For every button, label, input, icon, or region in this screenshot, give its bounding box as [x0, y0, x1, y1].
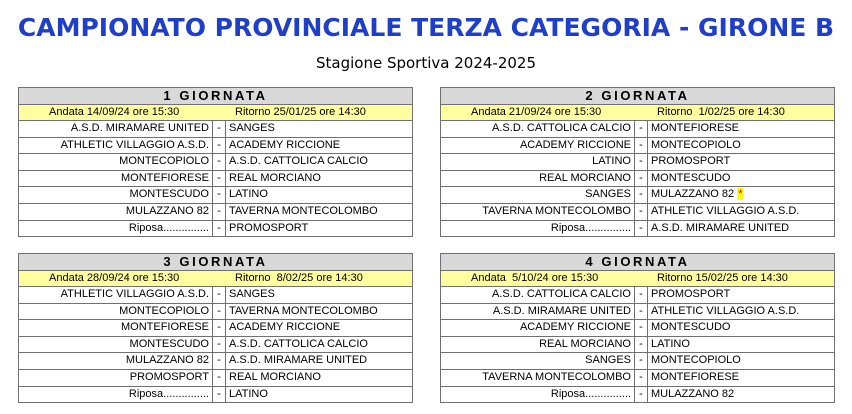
away-team-cell [226, 370, 412, 386]
match-separator: - [213, 138, 226, 154]
match-row [19, 204, 412, 221]
away-team-cell [226, 221, 412, 237]
match-separator: - [635, 171, 648, 187]
home-team: MULAZZANO 82 [19, 204, 213, 220]
away-team-cell [648, 121, 834, 137]
match-row [441, 337, 834, 354]
away-team: REAL MORCIANO [229, 370, 321, 383]
home-team: SANGES [441, 353, 635, 369]
away-team: TAVERNA MONTECOLOMBO [229, 304, 378, 317]
match-row [19, 187, 412, 204]
away-team-cell [648, 221, 834, 237]
home-team: MONTESCUDO [19, 187, 213, 203]
match-separator: - [213, 221, 226, 237]
match-separator: - [213, 337, 226, 353]
home-team: A.S.D. MIRAMARE UNITED [19, 121, 213, 137]
away-team: ATHLETIC VILLAGGIO A.S.D. [651, 304, 800, 317]
match-separator: - [213, 187, 226, 203]
match-row [19, 138, 412, 155]
away-team: TAVERNA MONTECOLOMBO [229, 204, 378, 217]
match-separator: - [213, 287, 226, 303]
away-team-cell [648, 370, 834, 386]
home-team: Riposa............... [19, 387, 213, 403]
away-team-cell [648, 204, 834, 220]
away-team-cell [226, 121, 412, 137]
match-separator: - [635, 187, 648, 203]
home-team: TAVERNA MONTECOLOMBO [441, 204, 635, 220]
match-row [19, 353, 412, 370]
away-team-cell [648, 187, 834, 203]
round-title: 1 GIORNATA [19, 88, 412, 105]
away-team: A.S.D. MIRAMARE UNITED [651, 221, 790, 234]
away-team-cell [226, 353, 412, 369]
match-list [19, 287, 412, 402]
round-dates [441, 271, 834, 287]
match-separator: - [635, 204, 648, 220]
match-row [441, 154, 834, 171]
match-row [441, 221, 834, 237]
andata-date: Andata 14/09/24 ore 15:30 [49, 106, 180, 118]
home-team: A.S.D. MIRAMARE UNITED [441, 304, 635, 320]
away-team: LATINO [651, 337, 690, 350]
match-row [441, 353, 834, 370]
match-separator: - [213, 387, 226, 403]
away-team-cell [648, 304, 834, 320]
match-row [441, 204, 834, 221]
asterisk-note: * [738, 188, 743, 201]
home-team: ATHLETIC VILLAGGIO A.S.D. [19, 138, 213, 154]
match-separator: - [635, 337, 648, 353]
match-separator: - [635, 121, 648, 137]
match-row [441, 370, 834, 387]
match-separator: - [213, 154, 226, 170]
round-dates [19, 271, 412, 287]
away-team-cell [648, 154, 834, 170]
away-team: PROMOSPORT [229, 221, 309, 234]
match-separator: - [213, 204, 226, 220]
away-team: LATINO [229, 387, 268, 400]
home-team: MONTECOPIOLO [19, 154, 213, 170]
match-list [441, 287, 834, 402]
match-separator: - [213, 171, 226, 187]
match-separator: - [635, 154, 648, 170]
andata-date: Andata 5/10/24 ore 15:30 [471, 272, 599, 284]
match-row [19, 320, 412, 337]
home-team: MONTECOPIOLO [19, 304, 213, 320]
andata-date: Andata 21/09/24 ore 15:30 [471, 106, 602, 118]
away-team: MONTEFIORESE [651, 122, 740, 134]
match-separator: - [635, 221, 648, 237]
home-team: Riposa............... [441, 221, 635, 237]
away-team: MONTESCUDO [651, 171, 731, 184]
away-team-cell [226, 387, 412, 403]
match-separator: - [213, 370, 226, 386]
away-team: ATHLETIC VILLAGGIO A.S.D. [651, 204, 800, 217]
away-team: MONTESCUDO [651, 321, 731, 334]
match-separator: - [635, 287, 648, 303]
match-row [19, 304, 412, 321]
away-team-cell [648, 387, 834, 403]
match-row [441, 187, 834, 204]
home-team: REAL MORCIANO [441, 171, 635, 187]
match-separator: - [213, 121, 226, 137]
home-team: MONTEFIORESE [19, 171, 213, 187]
round-table [18, 87, 413, 237]
away-team-cell [226, 337, 412, 353]
away-team-cell [648, 337, 834, 353]
match-list [441, 121, 834, 236]
home-team: PROMOSPORT [19, 370, 213, 386]
match-row [441, 121, 834, 138]
away-team: LATINO [229, 188, 268, 201]
home-team: ATHLETIC VILLAGGIO A.S.D. [19, 287, 213, 303]
page-title: CAMPIONATO PROVINCIALE TERZA CATEGORIA - GIRONE B [17, 13, 835, 42]
match-row [19, 337, 412, 354]
round-title: 3 GIORNATA [19, 254, 412, 271]
away-team: A.S.D. MIRAMARE UNITED [229, 354, 368, 367]
away-team-cell [226, 204, 412, 220]
match-row [19, 387, 412, 403]
round-title: 2 GIORNATA [441, 88, 834, 105]
away-team: A.S.D. CATTOLICA CALCIO [229, 337, 368, 350]
match-separator: - [635, 320, 648, 336]
away-team-cell [648, 171, 834, 187]
page-subtitle: Stagione Sportiva 2024-2025 [316, 54, 536, 72]
home-team: SANGES [441, 187, 635, 203]
away-team-cell [648, 320, 834, 336]
home-team: REAL MORCIANO [441, 337, 635, 353]
home-team: MONTESCUDO [19, 337, 213, 353]
round-table [440, 87, 835, 237]
home-team: A.S.D. CATTOLICA CALCIO [441, 121, 635, 137]
away-team-cell [226, 304, 412, 320]
match-row [19, 154, 412, 171]
away-team: SANGES [229, 122, 275, 134]
match-separator: - [213, 353, 226, 369]
home-team: MONTEFIORESE [19, 320, 213, 336]
round-table [440, 253, 835, 403]
match-separator: - [635, 387, 648, 403]
away-team: MULAZZANO 82 [651, 188, 735, 201]
match-row [441, 287, 834, 304]
away-team: MONTECOPIOLO [651, 138, 741, 151]
round-table [18, 253, 413, 403]
away-team: MONTEFIORESE [651, 370, 740, 383]
home-team: ACADEMY RICCIONE [441, 320, 635, 336]
away-team-cell [226, 154, 412, 170]
match-row [19, 370, 412, 387]
away-team: MULAZZANO 82 [651, 387, 735, 400]
match-row [441, 320, 834, 337]
away-team-cell [648, 353, 834, 369]
away-team: PROMOSPORT [651, 155, 731, 168]
match-row [19, 121, 412, 138]
away-team: ACADEMY RICCIONE [229, 321, 341, 334]
away-team-cell [648, 138, 834, 154]
away-team-cell [648, 287, 834, 303]
match-separator: - [213, 320, 226, 336]
round-dates [441, 105, 834, 121]
match-separator: - [213, 304, 226, 320]
ritorno-date: Ritorno 8/02/25 ore 14:30 [235, 272, 363, 284]
away-team: PROMOSPORT [651, 288, 731, 300]
match-separator: - [635, 370, 648, 386]
match-row [19, 221, 412, 237]
match-separator: - [635, 353, 648, 369]
away-team-cell [226, 320, 412, 336]
away-team: ACADEMY RICCIONE [229, 138, 341, 151]
away-team-cell [226, 171, 412, 187]
away-team-cell [226, 187, 412, 203]
match-separator: - [635, 138, 648, 154]
away-team: SANGES [229, 288, 275, 300]
round-title: 4 GIORNATA [441, 254, 834, 271]
home-team: Riposa............... [19, 221, 213, 237]
match-row [441, 171, 834, 188]
away-team: A.S.D. CATTOLICA CALCIO [229, 155, 368, 168]
ritorno-date: Ritorno 25/01/25 ore 14:30 [235, 106, 366, 118]
match-list [19, 121, 412, 236]
away-team-cell [226, 138, 412, 154]
home-team: LATINO [441, 154, 635, 170]
home-team: TAVERNA MONTECOLOMBO [441, 370, 635, 386]
match-separator: - [635, 304, 648, 320]
round-dates [19, 105, 412, 121]
ritorno-date: Ritorno 15/02/25 ore 14:30 [657, 272, 788, 284]
away-team-cell [226, 287, 412, 303]
home-team: A.S.D. CATTOLICA CALCIO [441, 287, 635, 303]
match-row [441, 387, 834, 403]
match-row [19, 287, 412, 304]
ritorno-date: Ritorno 1/02/25 ore 14:30 [657, 106, 785, 118]
match-row [441, 304, 834, 321]
away-team: REAL MORCIANO [229, 171, 321, 184]
match-row [19, 171, 412, 188]
home-team: MULAZZANO 82 [19, 353, 213, 369]
match-row [441, 138, 834, 155]
andata-date: Andata 28/09/24 ore 15:30 [49, 272, 180, 284]
home-team: Riposa............... [441, 387, 635, 403]
home-team: ACADEMY RICCIONE [441, 138, 635, 154]
away-team: MONTECOPIOLO [651, 354, 741, 367]
